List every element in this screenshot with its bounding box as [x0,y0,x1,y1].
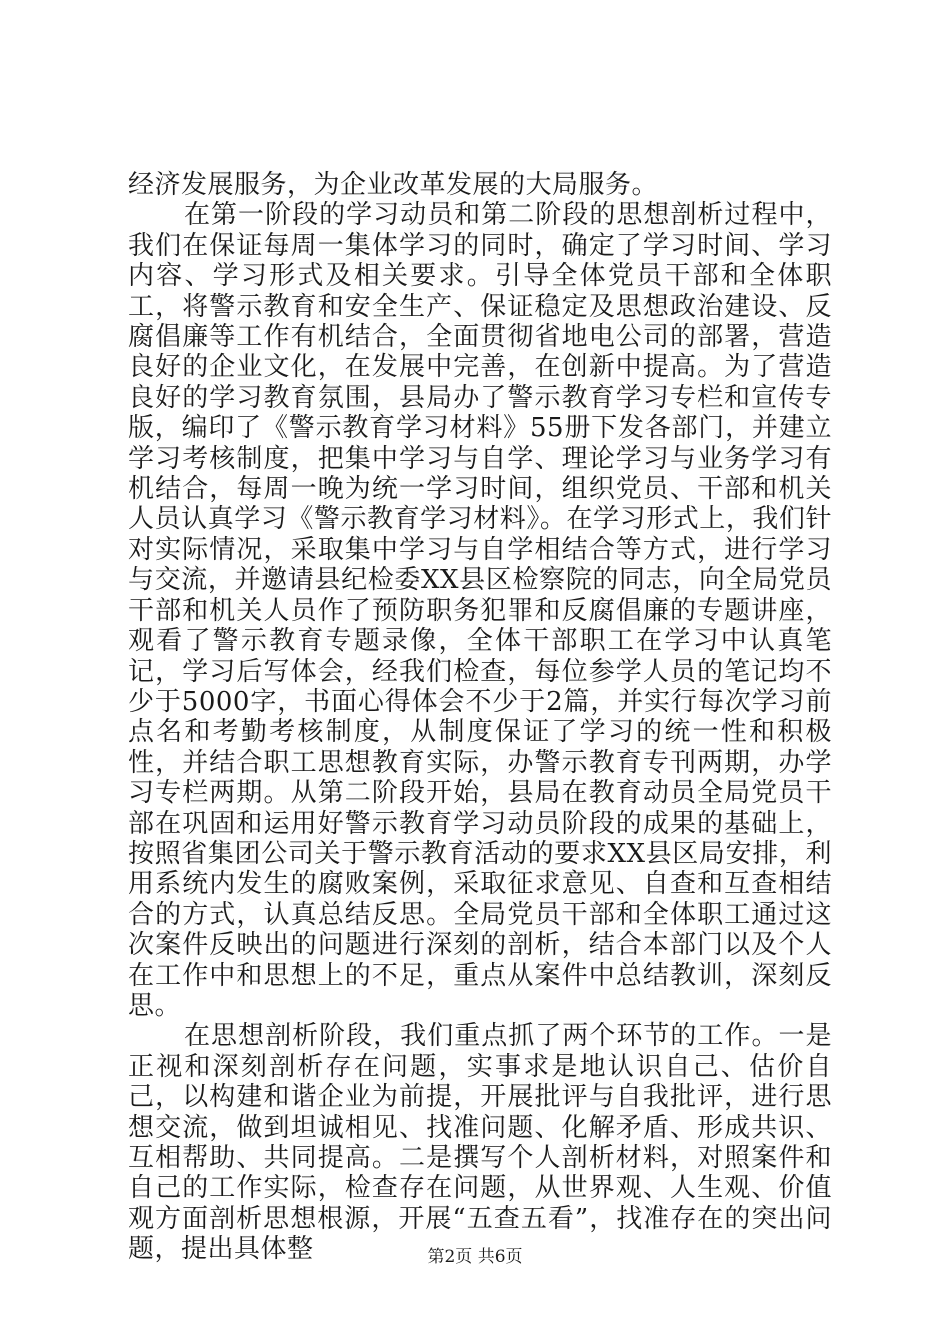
document-body [128,170,832,1265]
paragraph-study-phase: 在第一阶段的学习动员和第二阶段的思想剖析过程中，我们在保证每周一集体学习的同时，确定了学习时间、学习内容、学习形式及相关要求。引导全体党员干部和全体职工，将警示教育和安全生产、保证稳定及思想政治建设、反腐倡廉等工作有机结合，全面贯彻省地电公司的部署，营造良好的企业文化，在发展中完善，在创新中提高。为了营造良好的学习教育氛围，县局办了警示教育学习专栏和宣传专版，编印了《警示教育学习材料》55册下发各部门，并建立学习考核制度，把集中学习与自学、理论学习与业务学习有机结合，每周一晚为统一学习时间，组织党员、干部和机关人员认真学习《警示教育学习材料》。在学习形式上，我们针对实际情况，采取集中学习与自学相结合等方式，进行学习与交流，并邀请县纪检委XX县区检察院的同志，向全局党员干部和机关人员作了预防职务犯罪和反腐倡廉的专题讲座，观看了警示教育专题录像，全体干部职工在学习中认真笔记，学习后写体会，经我们检查，每位参学人员的笔记均不少于5000字，书面心得体会不少于2篇，并实行每次学习前点名和考勤考核制度，从制度保证了学习的统一性和积极性，并结合职工思想教育实际，办警示教育专刊两期，办学习专栏两期。从第二阶段开始，县局在教育动员全局党员干部在巩固和运用好警示教育学习动员阶段的成果的基础上，按照省集团公司关于警示教育活动的要求XX县区局安排，利用系统内发生的腐败案例，采取征求意见、自查和互查相结合的方式，认真总结反思。全局党员干部和全体职工通过这次案件反映出的问题进行深刻的剖析，结合本部门以及个人在工作中和思想上的不足，重点从案件中总结教训，深刻反思。 [128,200,832,1021]
paragraph-continuation: 经济发展服务，为企业改革发展的大局服务。 [128,170,659,200]
paragraph-analysis-phase: 在思想剖析阶段，我们重点抓了两个环节的工作。一是正视和深刻剖析存在问题，实事求是地认识自己、估价自己，以构建和谐企业为前提，开展批评与自我批评，进行思想交流，做到坦诚相见、找准问题、化解矛盾、形成共识、互相帮助、共同提高。二是撰写个人剖析材料，对照案件和自己的工作实际，检查存在问题，从世界观、人生观、价值观方面剖析思想根源，开展“五查五看”，找准存在的突出问题，提出具体整 [128,1021,832,1265]
page-footer: 第2页 共6页 [427,1247,523,1267]
